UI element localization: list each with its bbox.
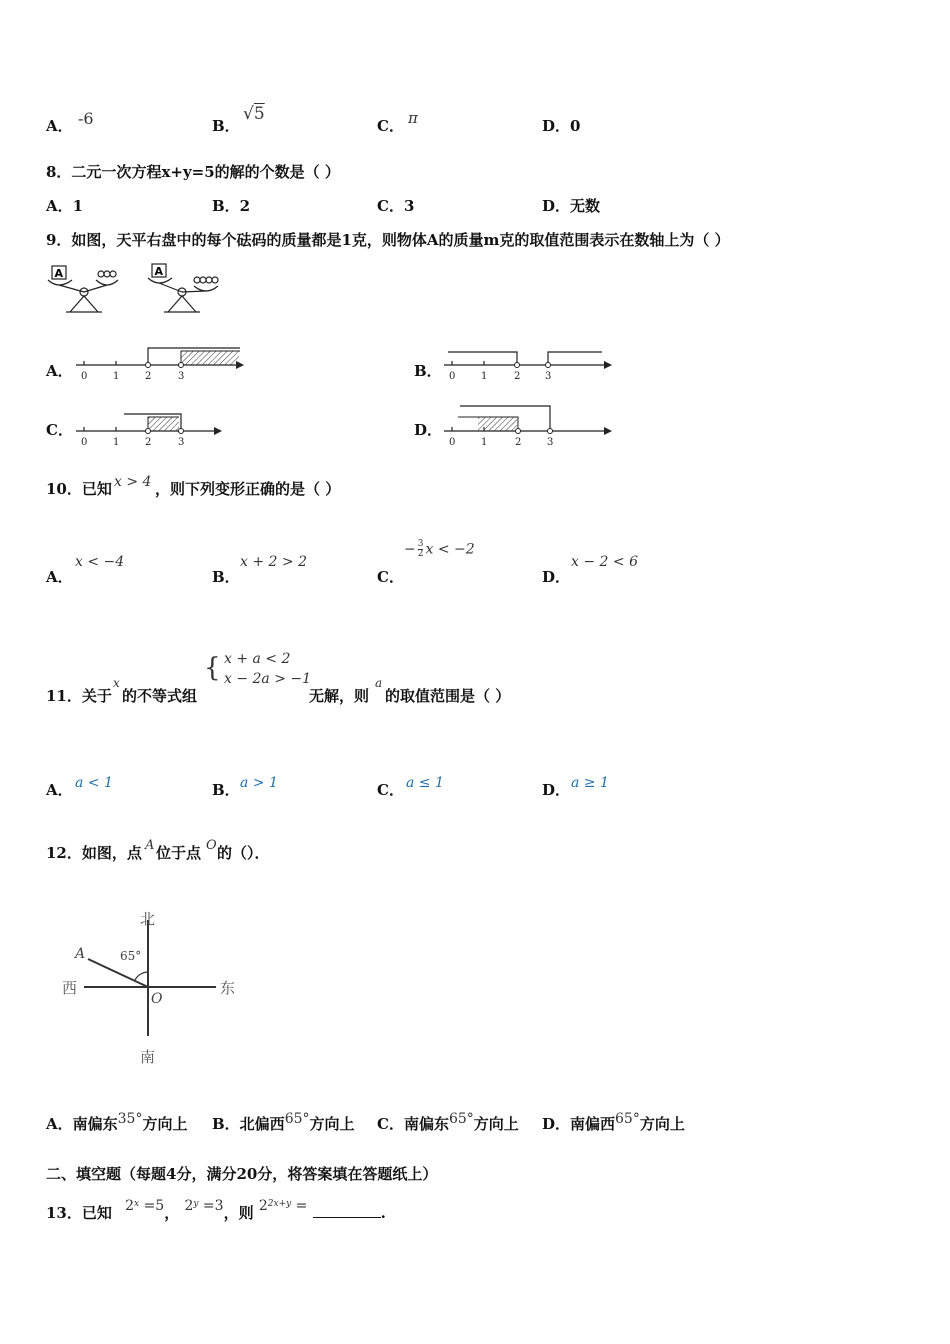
q11-option-c: a ≤ 1 — [406, 775, 444, 791]
q13-eq2 — [184, 1198, 223, 1214]
q8-option-b: B．2 — [212, 197, 251, 215]
q8-option-a: A．1 — [46, 197, 84, 215]
tick-2: 2 — [145, 371, 152, 382]
q9-option-d-label: D． — [414, 421, 443, 439]
compass-diagram — [56, 904, 246, 1069]
q11-option-b: a > 1 — [240, 775, 278, 791]
q9-option-a-numberline — [72, 342, 252, 384]
q10-option-a-label: A． — [46, 568, 73, 586]
q7-option-b-radicand: 5 — [253, 104, 265, 124]
q11-inequality-2: x − 2a > −1 — [224, 671, 312, 687]
q11-option-b-label: B． — [212, 781, 240, 799]
tick-2: 2 — [514, 371, 521, 382]
q10-option-c-rest: x < −2 — [425, 541, 475, 558]
q11-brace: { — [204, 653, 221, 683]
q11-text-post: 的取值范围是（ ） — [385, 687, 511, 705]
q11-option-a-label: A． — [46, 781, 73, 799]
balance-right-object-label: A — [154, 265, 164, 278]
tick-0: 0 — [81, 437, 88, 448]
q10-option-b: x + 2 > 2 — [240, 554, 307, 570]
tick-1: 1 — [481, 437, 488, 448]
tick-3: 3 — [547, 437, 554, 448]
q9-option-b-label: B． — [414, 362, 442, 380]
q13-separator: ， — [164, 1204, 180, 1222]
q12-option-c — [377, 1111, 519, 1133]
tick-2: 2 — [145, 437, 152, 448]
tick-0: 0 — [81, 371, 88, 382]
q13-eq3-base: 2 — [258, 1198, 268, 1214]
q8-option-c: C．3 — [377, 197, 415, 215]
q9-option-b-numberline — [440, 342, 620, 384]
q8-option-d: D．无数 — [542, 197, 601, 215]
q13-eq3-rest: = — [295, 1198, 308, 1214]
q13-eq2-rest: =3 — [202, 1198, 224, 1214]
q10-option-a: x < −4 — [75, 554, 125, 570]
q7-option-d: D．0 — [542, 117, 581, 135]
q12-option-a-pre: A．南偏东 — [46, 1115, 118, 1133]
compass-south: 南 — [140, 1048, 156, 1066]
q13-text-mid: ，则 — [223, 1204, 254, 1222]
compass-origin-o: O — [151, 991, 163, 1007]
q10-condition: x > 4 — [114, 474, 152, 490]
q11-option-d-label: D． — [542, 781, 571, 799]
q13-eq2-base: 2 — [184, 1198, 194, 1214]
q9-option-d-numberline — [440, 400, 620, 448]
q11-option-c-label: C． — [377, 781, 404, 799]
q12-option-b-pre: B．北偏西 — [212, 1115, 285, 1133]
compass-angle-label: 65° — [120, 949, 142, 963]
q12-text-pre: 12．如图，点 — [46, 844, 142, 862]
tick-3: 3 — [545, 371, 552, 382]
compass-west: 西 — [62, 979, 78, 997]
q7-option-a-value: -6 — [78, 109, 94, 128]
tick-3: 3 — [178, 437, 185, 448]
q10-option-c-label: C． — [377, 568, 404, 586]
compass-north: 北 — [140, 910, 156, 928]
q10-option-c: − $\frac{3}{2}$ x < −2 — [404, 539, 475, 559]
tick-3: 3 — [178, 371, 185, 382]
balance-left-object-label: A — [54, 267, 64, 280]
compass-east: 东 — [220, 979, 236, 997]
q11-option-d: a ≥ 1 — [571, 775, 609, 791]
q12-option-a-post: 方向上 — [142, 1115, 188, 1133]
q12-option-a — [46, 1111, 188, 1133]
q12-point-o: O — [206, 838, 217, 853]
q11-var-x: x — [113, 676, 120, 690]
q13-eq1-rest: =5 — [143, 1198, 165, 1214]
q10-option-d-label: D． — [542, 568, 571, 586]
q11-inequality-1: x + a < 2 — [224, 651, 291, 667]
q12-option-b — [212, 1111, 355, 1133]
q10-text-pre: 10．已知 — [46, 480, 112, 498]
q13-eq1-base: 2 — [125, 1198, 135, 1214]
q7-option-b-sqrt: √5 — [243, 104, 265, 124]
compass-point-a: A — [75, 946, 86, 962]
balance-scales-figure — [44, 258, 224, 318]
q10-text-post: ，则下列变形正确的是（ ） — [155, 480, 341, 498]
q12-option-c-pre: C．南偏东 — [377, 1115, 449, 1133]
q11-text-mid2: 无解，则 — [309, 687, 370, 705]
tick-1: 1 — [113, 371, 120, 382]
q12-option-c-post: 方向上 — [473, 1115, 519, 1133]
q12-option-b-post: 方向上 — [309, 1115, 355, 1133]
tick-1: 1 — [481, 371, 488, 382]
q7-option-b-label: B． — [212, 117, 240, 135]
q9-option-c-label: C． — [46, 421, 73, 439]
q7-option-c-label: C． — [377, 117, 404, 135]
q13-eq3-exp: 2x+y — [267, 1199, 292, 1209]
q13-text-pre: 13．已知 — [46, 1204, 112, 1222]
q13-eq2-exp: y — [193, 1199, 199, 1209]
q11-text-mid1: 的不等式组 — [122, 687, 198, 705]
q12-option-c-deg: 65° — [448, 1111, 474, 1127]
q13-eq3 — [259, 1198, 308, 1214]
q7-option-a-label: A． — [46, 117, 73, 135]
section-2-title: 二、填空题（每题4分，满分20分，将答案填在答题纸上） — [46, 1165, 438, 1183]
q12-option-d — [542, 1111, 685, 1133]
q12-text-post: 的（）． — [217, 844, 270, 862]
q11-text-pre: 11．关于 — [46, 687, 112, 705]
q13-text-post: . — [380, 1204, 386, 1222]
tick-0: 0 — [449, 371, 456, 382]
q12-option-b-deg: 65° — [284, 1111, 310, 1127]
tick-1: 1 — [113, 437, 120, 448]
q13-answer-blank[interactable] — [313, 1203, 381, 1218]
q12-option-a-deg: 35° — [117, 1111, 143, 1127]
q10-option-c-denominator: 2 — [417, 549, 424, 559]
q13-line — [46, 1198, 386, 1223]
q11-option-a: a < 1 — [75, 775, 113, 791]
q13-eq1-exp: x — [134, 1199, 140, 1209]
q8-text: 8．二元一次方程x+y=5的解的个数是（ ） — [46, 163, 340, 181]
q13-eq1 — [125, 1198, 164, 1214]
q9-text: 9．如图，天平右盘中的每个砝码的质量都是1克，则物体A的质量m克的取值范围表示在数轴上为（ ） — [46, 231, 730, 249]
q11-var-a: a — [375, 676, 383, 690]
q12-option-d-post: 方向上 — [639, 1115, 685, 1133]
q10-option-b-label: B． — [212, 568, 240, 586]
q12-point-a: A — [145, 838, 155, 853]
q10-option-d: x − 2 < 6 — [571, 554, 638, 570]
q9-option-a-label: A． — [46, 362, 73, 380]
q12-text-mid: 位于点 — [156, 844, 202, 862]
q12-option-d-pre: D．南偏西 — [542, 1115, 616, 1133]
tick-2: 2 — [515, 437, 522, 448]
q12-option-d-deg: 65° — [615, 1111, 640, 1127]
q10-option-c-numerator: 3 — [417, 539, 424, 549]
q9-option-c-numberline — [72, 404, 232, 448]
q7-option-c-value: π — [408, 109, 418, 127]
tick-0: 0 — [449, 437, 456, 448]
